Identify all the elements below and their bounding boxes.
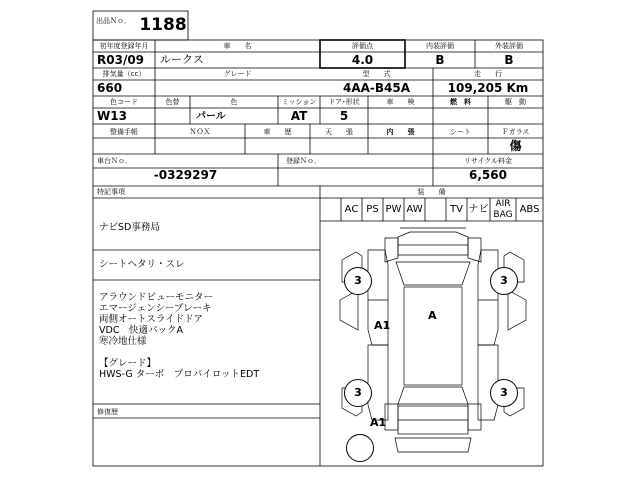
- displacement-value: 660: [97, 81, 123, 95]
- color-change-label: 色替: [165, 98, 180, 106]
- notes-block-3: [99, 292, 213, 347]
- maintenance-label: 整備手帳: [110, 128, 138, 136]
- car-diagram: [340, 228, 526, 452]
- fuel-label: 燃 料: [450, 98, 471, 106]
- interior-value: B: [435, 53, 445, 67]
- damage-left-door: A1: [374, 319, 391, 332]
- nox-label: ＮＯＸ: [189, 128, 211, 136]
- score-value: 4.0: [351, 53, 374, 67]
- score-label: 評価点: [352, 42, 373, 50]
- note-line: エマージェンシーブレーキ: [99, 303, 212, 314]
- exterior-label: 外装評価: [495, 42, 523, 50]
- transmission-value: AT: [290, 109, 308, 123]
- grade-label: グレード: [223, 70, 252, 78]
- mileage-label: 走 行: [474, 70, 502, 78]
- roof-label: 天 張: [325, 128, 353, 136]
- interior-label: 内装評価: [426, 42, 454, 50]
- tire-rear-left: 3: [344, 379, 372, 407]
- drive-label: 駆 動: [505, 98, 526, 106]
- mileage-value: 109,205 Km: [447, 81, 529, 95]
- equip-airbag: AIR BAG: [493, 199, 513, 220]
- type-value: 4AA-B45A: [342, 81, 411, 95]
- notes-header: 特記事項: [97, 188, 125, 196]
- damage-rear: A1: [370, 416, 387, 429]
- spare-tire-marker: [346, 434, 374, 462]
- note-line: 寒冷地仕様: [99, 336, 147, 347]
- equip-pw: PW: [385, 204, 402, 215]
- note-line: 【グレード】: [99, 358, 157, 369]
- color-code-value: W13: [97, 109, 127, 123]
- lot-number: 1188: [139, 15, 187, 35]
- note-line: VDC 快適パックA: [99, 325, 183, 336]
- transmission-label: ミッション: [281, 98, 317, 106]
- notes-block-1: [99, 222, 160, 233]
- model-value: ルークス: [160, 53, 204, 66]
- type-label: 型 式: [362, 70, 391, 78]
- equip-navi: ナビ: [468, 204, 489, 215]
- tire-front-right: 3: [490, 267, 518, 295]
- repair-header: 修復歴: [97, 408, 118, 416]
- registration-label: 登録Ｎｏ．: [286, 157, 321, 165]
- inspection-label: 車 検: [386, 98, 415, 106]
- recycle-label: リサイクル料金: [463, 157, 513, 165]
- color-value: パール: [196, 111, 226, 122]
- equip-ac: AC: [344, 204, 359, 215]
- displacement-label: 排気量（cc）: [102, 70, 146, 78]
- doors-value: 5: [339, 109, 349, 123]
- note-line: シートヘタリ・スレ: [99, 259, 185, 270]
- doors-label: ドア･形状: [328, 98, 360, 106]
- seat-label: シート: [450, 128, 471, 136]
- note-line: ナビSD事務局: [99, 222, 160, 233]
- equip-aw: AW: [406, 204, 423, 215]
- color-code-label: 色コード: [110, 98, 138, 106]
- equip-ps: PS: [366, 204, 379, 215]
- equip-abs: ABS: [519, 204, 540, 215]
- exterior-value: B: [504, 53, 514, 67]
- note-line: アラウンドビューモニター: [99, 292, 214, 303]
- tire-rear-right: 3: [490, 379, 518, 407]
- recycle-value: 6,560: [469, 168, 507, 182]
- notes-block-4: [99, 358, 259, 380]
- year-label: 初年度登録年月: [99, 42, 149, 50]
- inner-trim-label: 内 張: [386, 128, 415, 136]
- chassis-label: 車台Ｎｏ．: [97, 157, 132, 165]
- notes-block-2: [99, 259, 185, 270]
- fglass-label: Ｆガラス: [501, 128, 530, 136]
- model-label: 車 名: [223, 42, 252, 50]
- color-label: 色: [230, 98, 238, 106]
- chassis-value: -0329297: [153, 168, 218, 182]
- damage-roof: A: [428, 309, 437, 322]
- lot-label: 出品Ｎｏ．: [96, 17, 131, 25]
- year-value: R03/09: [97, 53, 145, 67]
- note-line: 両側オートスライドドア: [99, 314, 203, 325]
- equipment-header: 装 備: [417, 188, 446, 196]
- tire-front-left: 3: [344, 267, 372, 295]
- note-line: HWS-G ターボ プロパイロットEDT: [99, 369, 260, 380]
- fglass-value: 傷: [509, 139, 522, 153]
- equip-tv: TV: [450, 204, 463, 215]
- history-label: 車 歴: [263, 128, 292, 136]
